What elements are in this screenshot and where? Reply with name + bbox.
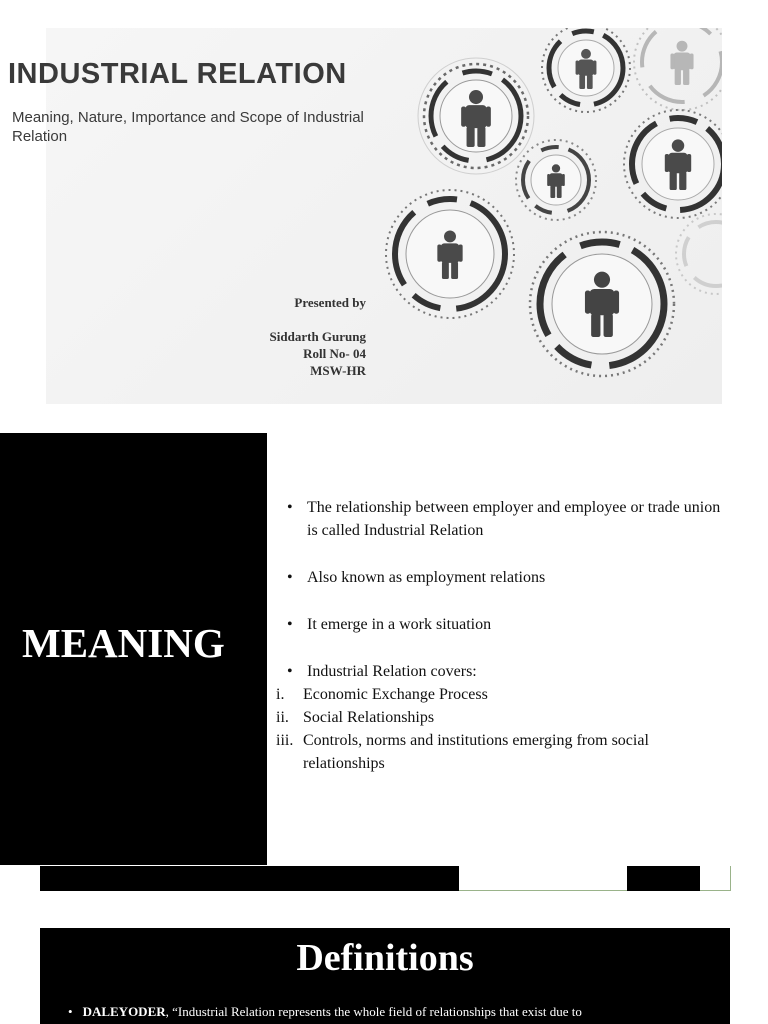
presenter-block [270, 294, 366, 379]
covers-text: Economic Exchange Process [303, 686, 488, 703]
meaning-panel [0, 433, 267, 865]
separator-bar [40, 866, 459, 891]
definition-text: , “Industrial Relation represents the whole field of relationships that exist due to [165, 1004, 582, 1019]
presenter-program: MSW-HR [310, 363, 366, 378]
meaning-heading: MEANING [22, 620, 225, 666]
covers-number: i. [276, 686, 285, 703]
person-icon [670, 41, 693, 85]
title-slide [8, 28, 722, 404]
meaning-content [276, 496, 727, 775]
ring-graphic [516, 140, 596, 220]
definitions-heading: Definitions [296, 937, 474, 979]
definitions-slide [40, 928, 730, 1024]
meaning-slide [0, 433, 768, 865]
separator-bar [627, 866, 700, 891]
ring-graphic [634, 28, 722, 110]
bullet-item: • Industrial Relation covers: [287, 660, 727, 683]
separator-bar [459, 866, 627, 891]
bullet-item: • The relationship between employer and employee or trade union is called Industrial Relation [287, 496, 727, 542]
ring-graphic [542, 28, 630, 112]
presenter-name: Siddarth Gurung [269, 329, 366, 344]
bullet-item: • It emerge in a work situation [287, 613, 727, 636]
people-rings-graphic [380, 28, 722, 404]
definition-item: • DALEYODER, “Industrial Relation represents the whole field of relationships that exist due to [68, 1004, 582, 1019]
definition-author: DALEYODER [82, 1004, 166, 1019]
covers-number: ii. [276, 709, 289, 726]
ring-graphic [624, 110, 722, 218]
ring-graphic [418, 58, 534, 174]
ring-graphic [676, 214, 722, 294]
separator-bar [700, 866, 731, 891]
covers-text: Social Relationships [303, 709, 435, 726]
presenter-roll: Roll No- 04 [303, 346, 366, 361]
covers-item [276, 729, 727, 775]
covers-text: Controls, norms and institutions emerging from social relationships [303, 732, 649, 772]
bullet-item: • Also known as employment relations [287, 566, 727, 589]
slide-title: INDUSTRIAL RELATION [8, 58, 347, 90]
ring-graphic [386, 190, 514, 318]
ring-graphic [530, 232, 674, 376]
covers-number: iii. [276, 732, 294, 749]
presenter-label: Presented by [294, 295, 366, 310]
covers-item [276, 683, 727, 706]
covers-item [276, 706, 727, 729]
slide-subtitle: Meaning, Nature, Importance and Scope of Industrial Relation [12, 109, 364, 145]
